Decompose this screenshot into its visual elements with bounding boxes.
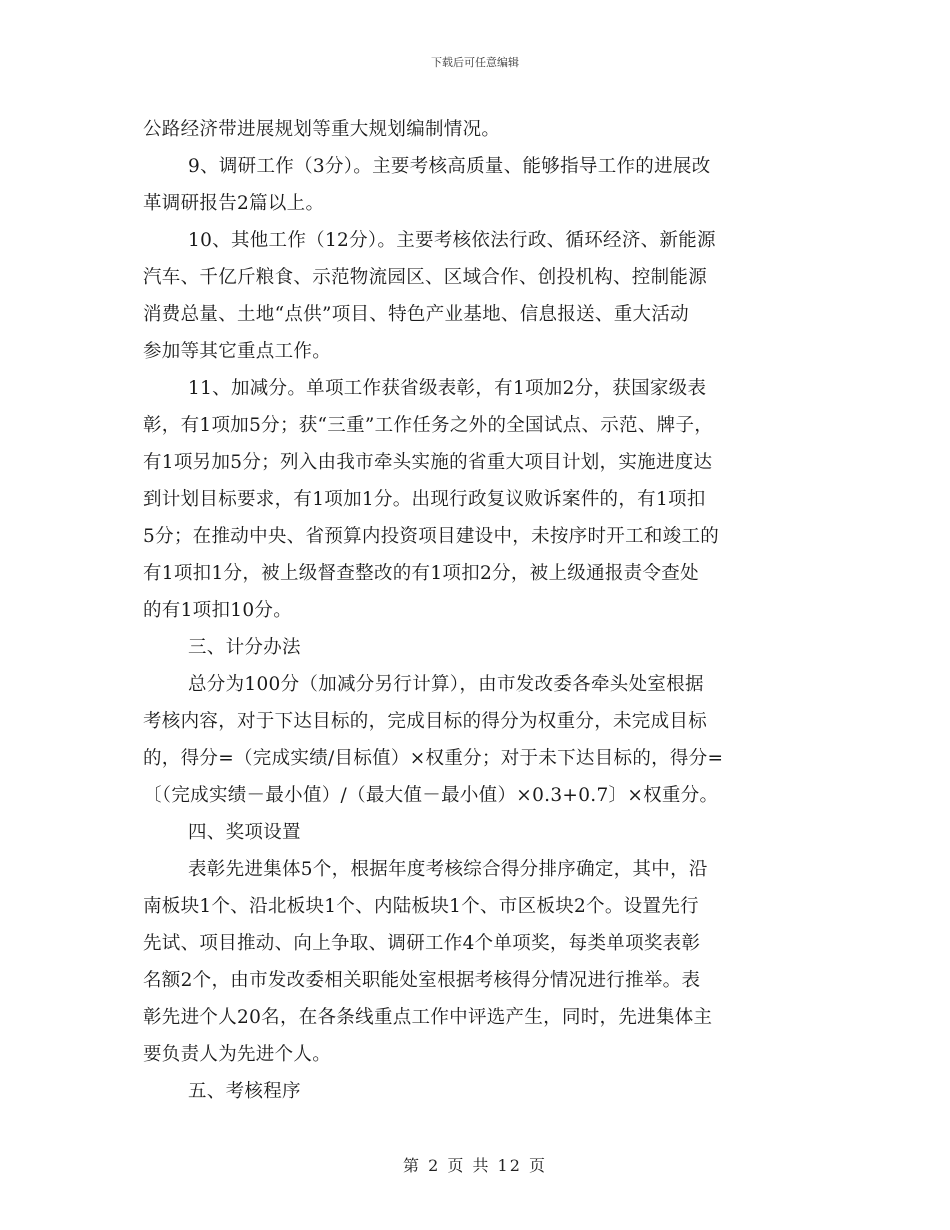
text-line: 南板块1个、沿北板块1个、内陆板块1个、市区板块2个。设置先行 xyxy=(143,896,699,917)
text-line: 参加等其它重点工作。 xyxy=(143,341,332,362)
text-line: 9、调研工作（3分）。主要考核高质量、能够指导工作的进展改 xyxy=(188,156,711,177)
text-line: 消费总量、土地“点供”项目、特色产业基地、信息报送、重大活动 xyxy=(143,304,689,325)
text-line: 有1项扣1分，被上级督查整改的有1项扣2分，被上级通报责令查处 xyxy=(143,563,699,584)
text-line: 四、奖项设置 xyxy=(188,822,301,843)
text-line: 的有1项扣10分。 xyxy=(143,600,293,621)
text-line: 〔（完成实绩－最小值）/（最大值－最小值）×0.3+0.7〕×权重分。 xyxy=(143,785,719,806)
text-line: 五、考核程序 xyxy=(188,1081,301,1102)
text-line: 有1项另加5分；列入由我市牵头实施的省重大项目计划，实施进度达 xyxy=(143,452,713,473)
text-line: 总分为100分（加减分另行计算），由市发改委各牵头处室根据 xyxy=(188,674,704,695)
text-line: 要负责人为先进个人。 xyxy=(143,1044,332,1065)
text-line: 5分；在推动中央、省预算内投资项目建设中，未按序时开工和竣工的 xyxy=(143,526,720,547)
text-line: 汽车、千亿斤粮食、示范物流园区、区域合作、创投机构、控制能源 xyxy=(143,267,708,288)
page-number-footer: 第 2 页 共 12 页 xyxy=(403,1156,547,1175)
page-header-note: 下载后可任意编辑 xyxy=(431,56,519,69)
text-line: 彰，有1项加5分；获“三重”工作任务之外的全国试点、示范、牌子， xyxy=(143,415,714,436)
text-line: 革调研报告2篇以上。 xyxy=(143,193,325,214)
text-line: 到计划目标要求，有1项加1分。出现行政复议败诉案件的，有1项扣 xyxy=(143,489,706,510)
text-line: 公路经济带进展规划等重大规划编制情况。 xyxy=(143,119,501,140)
text-line: 名额2个，由市发改委相关职能处室根据考核得分情况进行推举。表 xyxy=(143,970,701,991)
text-line: 10、其他工作（12分）。主要考核依法行政、循环经济、新能源 xyxy=(188,230,716,251)
text-line: 先试、项目推动、向上争取、调研工作4个单项奖，每类单项奖表彰 xyxy=(143,933,701,954)
text-line: 三、计分办法 xyxy=(188,637,301,658)
text-line: 表彰先进集体5个，根据年度考核综合得分排序确定，其中，沿 xyxy=(188,859,708,880)
text-line: 的，得分=（完成实绩/目标值）×权重分；对于未下达目标的，得分= xyxy=(143,748,724,769)
document-body xyxy=(143,111,819,1110)
text-line: 11、加减分。单项工作获省级表彰，有1项加2分，获国家级表 xyxy=(188,378,707,399)
text-line: 彰先进个人20名，在各条线重点工作中评选产生，同时，先进集体主 xyxy=(143,1007,713,1028)
text-line: 考核内容，对于下达目标的，完成目标的得分为权重分，未完成目标 xyxy=(143,711,708,732)
